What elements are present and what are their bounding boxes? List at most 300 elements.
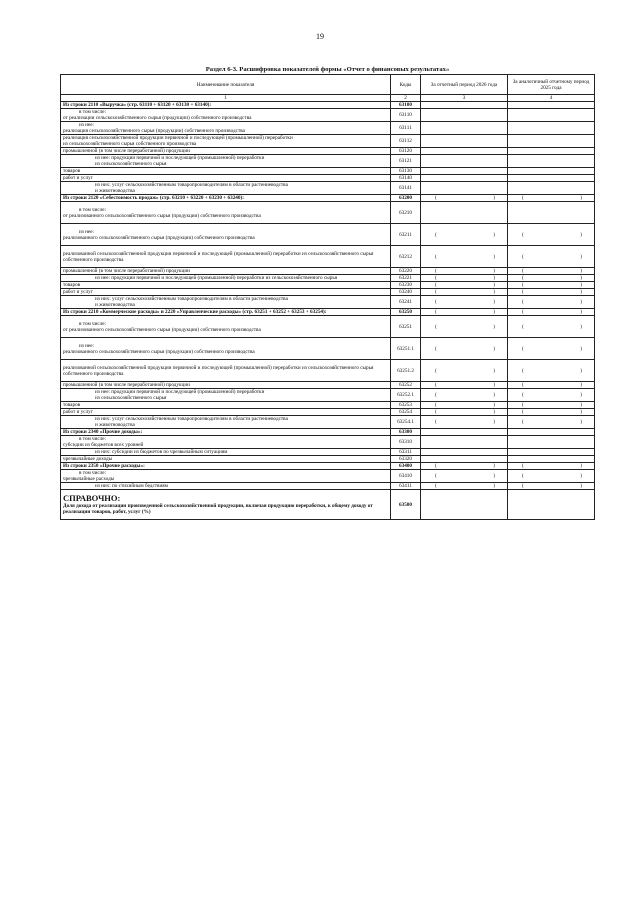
row-label: Из строки 2350 «Прочие расходы»: bbox=[63, 463, 145, 469]
value-prev bbox=[508, 182, 595, 195]
paren-open: ( bbox=[522, 367, 524, 374]
col-num-4: 4 bbox=[508, 95, 595, 102]
row-label: из них: услуг сельскохозяйственным товаропроизводителям в области растениеводства bbox=[95, 296, 288, 302]
table-row bbox=[61, 483, 595, 490]
value-current bbox=[421, 148, 508, 155]
paren-close: ) bbox=[580, 323, 582, 330]
paren-close: ) bbox=[493, 409, 495, 415]
value-current bbox=[421, 268, 508, 275]
row-code: 63253 bbox=[391, 402, 421, 409]
value-prev bbox=[508, 409, 595, 416]
table-row bbox=[61, 429, 595, 436]
value-prev bbox=[508, 436, 595, 449]
paren-open: ( bbox=[522, 299, 524, 305]
paren-open: ( bbox=[435, 289, 437, 295]
value-prev bbox=[508, 109, 595, 122]
paren-close: ) bbox=[493, 323, 495, 330]
paren-close: ) bbox=[580, 268, 582, 274]
row-suffix: из сельскохозяйственного сырья собственного производства bbox=[63, 141, 197, 147]
header-name: Наименование показателя bbox=[61, 75, 391, 95]
value-prev bbox=[508, 282, 595, 289]
row-name bbox=[61, 470, 391, 483]
paren-open: ( bbox=[435, 463, 437, 469]
paren-close: ) bbox=[580, 392, 582, 398]
row-label: из нее: продукции первичной и последующей (промышленной) переработки из сельскохозяйственного сырья bbox=[95, 275, 338, 281]
paren-close: ) bbox=[493, 195, 495, 201]
paren-open: ( bbox=[435, 402, 437, 408]
value-current bbox=[421, 202, 508, 224]
col-num-1: 1 bbox=[61, 95, 391, 102]
reference-code: 63500 bbox=[391, 490, 421, 520]
row-label: промышленной (в том числе переработанной) продукции bbox=[63, 268, 190, 274]
paren-open: ( bbox=[435, 275, 437, 281]
row-code: 63251.2 bbox=[391, 360, 421, 382]
paren-open: ( bbox=[522, 195, 524, 201]
row-code: 63252 bbox=[391, 382, 421, 389]
paren-close: ) bbox=[493, 299, 495, 305]
paren-close: ) bbox=[493, 419, 495, 425]
row-prefix: в том числе: bbox=[79, 109, 107, 115]
paren-close: ) bbox=[493, 483, 495, 489]
paren-open: ( bbox=[522, 483, 524, 489]
row-code: 63211 bbox=[391, 224, 421, 246]
paren-close: ) bbox=[580, 282, 582, 288]
row-code: 63300 bbox=[391, 429, 421, 436]
table-row bbox=[61, 449, 595, 456]
value-prev bbox=[508, 316, 595, 338]
col-num-2: 2 bbox=[391, 95, 421, 102]
table-row bbox=[61, 202, 595, 224]
reference-row bbox=[61, 490, 595, 520]
paren-close: ) bbox=[580, 409, 582, 415]
row-name bbox=[61, 202, 391, 224]
row-label: из них: по стихийным бедствиям bbox=[95, 483, 168, 489]
row-label: от реализованного сельскохозяйственного сырья (продукции) собственного производства bbox=[63, 212, 261, 219]
paren-close: ) bbox=[580, 231, 582, 238]
row-suffix: и животноводства bbox=[95, 302, 135, 308]
row-label: из них: услуг сельскохозяйственным товаропроизводителям в области растениеводства bbox=[95, 416, 288, 422]
paren-open: ( bbox=[522, 463, 524, 469]
paren-open: ( bbox=[435, 268, 437, 274]
row-code: 63251 bbox=[391, 316, 421, 338]
paren-close: ) bbox=[580, 473, 582, 479]
row-label: из них: субсидии из бюджетов по чрезвычайным ситуациям bbox=[95, 449, 228, 455]
row-code: 63254 bbox=[391, 409, 421, 416]
value-current bbox=[421, 309, 508, 316]
row-name bbox=[61, 275, 391, 282]
row-code: 63112 bbox=[391, 135, 421, 148]
value-current bbox=[421, 463, 508, 470]
row-label: из нее: продукции первичной и последующей (промышленной) переработки bbox=[95, 155, 265, 161]
table-row bbox=[61, 416, 595, 429]
paren-open: ( bbox=[522, 275, 524, 281]
row-code: 63230 bbox=[391, 282, 421, 289]
table-row bbox=[61, 224, 595, 246]
value-prev bbox=[508, 275, 595, 282]
row-code: 63252.1 bbox=[391, 389, 421, 402]
paren-open: ( bbox=[435, 367, 437, 374]
paren-open: ( bbox=[435, 323, 437, 330]
row-name bbox=[61, 429, 391, 436]
row-code: 63250 bbox=[391, 309, 421, 316]
value-prev bbox=[508, 402, 595, 409]
row-prefix: из нее: bbox=[79, 228, 94, 235]
row-label: Из строки 2110 «Выручка» (стр. 63110 + 63120 + 63130 + 63140): bbox=[63, 102, 212, 108]
row-name bbox=[61, 135, 391, 148]
row-label: товаров bbox=[63, 168, 81, 174]
row-code: 63241 bbox=[391, 296, 421, 309]
value-prev bbox=[508, 102, 595, 109]
value-current bbox=[421, 168, 508, 175]
value-prev bbox=[508, 360, 595, 382]
value-prev bbox=[508, 135, 595, 148]
row-name bbox=[61, 182, 391, 195]
row-label: реализованной сельскохозяйственной продукции первичной и последующей (промышленной) переработки из сельскохозяйственного сырья собственного производства bbox=[63, 250, 374, 263]
value-current bbox=[421, 246, 508, 268]
paren-open: ( bbox=[522, 268, 524, 274]
value-prev bbox=[508, 470, 595, 483]
value-prev bbox=[508, 296, 595, 309]
row-code: 63200 bbox=[391, 195, 421, 202]
paren-open: ( bbox=[435, 382, 437, 388]
row-prefix: из нее: bbox=[79, 122, 94, 128]
row-name bbox=[61, 168, 391, 175]
row-label: реализованного сельскохозяйственного сырья (продукции) собственного производства bbox=[63, 348, 255, 355]
table-row bbox=[61, 470, 595, 483]
value-current bbox=[421, 275, 508, 282]
row-code: 63220 bbox=[391, 268, 421, 275]
paren-open: ( bbox=[522, 282, 524, 288]
value-prev bbox=[508, 309, 595, 316]
row-label: субсидии из бюджетов всех уровней bbox=[63, 442, 144, 448]
value-current bbox=[421, 456, 508, 463]
value-current bbox=[421, 338, 508, 360]
value-current bbox=[421, 175, 508, 182]
paren-open: ( bbox=[435, 392, 437, 398]
row-label: чрезвычайные расходы bbox=[63, 476, 115, 482]
paren-close: ) bbox=[493, 463, 495, 469]
table-row bbox=[61, 195, 595, 202]
paren-close: ) bbox=[493, 309, 495, 315]
row-name bbox=[61, 282, 391, 289]
value-current bbox=[421, 155, 508, 168]
value-current bbox=[421, 109, 508, 122]
paren-close: ) bbox=[580, 345, 582, 352]
row-name bbox=[61, 436, 391, 449]
row-name bbox=[61, 102, 391, 109]
row-label: Из строки 2120 «Себестоимость продаж» (стр. 63210 + 63220 + 63230 + 63240): bbox=[63, 195, 244, 201]
paren-open: ( bbox=[522, 392, 524, 398]
row-code: 63221 bbox=[391, 275, 421, 282]
table-row bbox=[61, 436, 595, 449]
value-prev bbox=[508, 289, 595, 296]
table-row bbox=[61, 268, 595, 275]
paren-open: ( bbox=[522, 473, 524, 479]
value-current bbox=[421, 470, 508, 483]
paren-close: ) bbox=[493, 345, 495, 352]
row-code: 63141 bbox=[391, 182, 421, 195]
value-prev bbox=[508, 338, 595, 360]
table-row bbox=[61, 309, 595, 316]
row-label: реализация сельскохозяйственной продукции первичной и последующей (промышленной) переработки bbox=[63, 135, 293, 141]
section-title: Раздел 6-3. Расшифровка показателей формы «Отчет о финансовых результатах» bbox=[205, 66, 450, 73]
paren-close: ) bbox=[493, 231, 495, 238]
row-label: работ и услуг bbox=[63, 175, 93, 181]
paren-close: ) bbox=[580, 402, 582, 408]
row-prefix: в том числе: bbox=[79, 320, 107, 327]
paren-close: ) bbox=[580, 195, 582, 201]
paren-open: ( bbox=[435, 253, 437, 260]
table-row bbox=[61, 148, 595, 155]
row-label: от реализации сельскохозяйственного сырья (продукции) собственного производства bbox=[63, 115, 252, 121]
value-current bbox=[421, 282, 508, 289]
paren-close: ) bbox=[493, 282, 495, 288]
row-code: 63311 bbox=[391, 449, 421, 456]
row-code: 63110 bbox=[391, 109, 421, 122]
row-label: реализованного сельскохозяйственного сырья (продукции) собственного производства bbox=[63, 234, 255, 241]
row-label: промышленной (в том числе переработанной) продукции bbox=[63, 148, 190, 154]
reference-cell bbox=[61, 490, 391, 520]
row-label: реализация сельскохозяйственного сырья (продукции) собственного производства bbox=[63, 128, 245, 134]
value-current bbox=[421, 429, 508, 436]
value-current bbox=[421, 195, 508, 202]
row-name bbox=[61, 338, 391, 360]
paren-open: ( bbox=[522, 253, 524, 260]
table-row bbox=[61, 360, 595, 382]
paren-close: ) bbox=[580, 463, 582, 469]
table-row bbox=[61, 338, 595, 360]
row-name bbox=[61, 246, 391, 268]
table-row bbox=[61, 275, 595, 282]
row-label: чрезвычайные доходы bbox=[63, 456, 113, 462]
row-suffix: и животноводства bbox=[95, 188, 135, 194]
paren-close: ) bbox=[493, 392, 495, 398]
table-row bbox=[61, 246, 595, 268]
paren-close: ) bbox=[580, 419, 582, 425]
row-name bbox=[61, 109, 391, 122]
row-label: от реализованного сельскохозяйственного сырья (продукции) собственного производства bbox=[63, 326, 261, 333]
col-num-3: 3 bbox=[421, 95, 508, 102]
value-prev bbox=[508, 268, 595, 275]
paren-open: ( bbox=[522, 419, 524, 425]
row-name bbox=[61, 483, 391, 490]
value-current bbox=[421, 409, 508, 416]
row-name bbox=[61, 360, 391, 382]
paren-close: ) bbox=[493, 253, 495, 260]
value-prev bbox=[508, 456, 595, 463]
row-label: работ и услуг bbox=[63, 289, 93, 295]
paren-close: ) bbox=[580, 382, 582, 388]
paren-open: ( bbox=[435, 483, 437, 489]
row-name bbox=[61, 296, 391, 309]
row-name bbox=[61, 389, 391, 402]
value-prev bbox=[508, 202, 595, 224]
row-label: из нее: продукции первичной и последующей (промышленной) переработки bbox=[95, 389, 265, 395]
paren-open: ( bbox=[435, 345, 437, 352]
table-row bbox=[61, 382, 595, 389]
value-prev bbox=[508, 122, 595, 135]
paren-close: ) bbox=[493, 289, 495, 295]
row-code: 63210 bbox=[391, 202, 421, 224]
value-prev bbox=[508, 195, 595, 202]
table-row bbox=[61, 175, 595, 182]
paren-open: ( bbox=[522, 409, 524, 415]
paren-close: ) bbox=[493, 382, 495, 388]
paren-open: ( bbox=[435, 309, 437, 315]
row-code: 63100 bbox=[391, 102, 421, 109]
reference-value-current bbox=[421, 490, 508, 520]
row-prefix: в том числе: bbox=[79, 470, 107, 476]
row-code: 63111 bbox=[391, 122, 421, 135]
financial-results-table bbox=[60, 74, 595, 520]
row-name bbox=[61, 268, 391, 275]
paren-close: ) bbox=[493, 367, 495, 374]
row-code: 63120 bbox=[391, 148, 421, 155]
value-prev bbox=[508, 449, 595, 456]
row-code: 63212 bbox=[391, 246, 421, 268]
paren-close: ) bbox=[580, 309, 582, 315]
paren-open: ( bbox=[435, 419, 437, 425]
header-period-prev: За аналогичный отчетному период 2025 года bbox=[508, 75, 595, 95]
paren-open: ( bbox=[435, 282, 437, 288]
row-label: из них: услуг сельскохозяйственным товаропроизводителям в области растениеводства bbox=[95, 182, 288, 188]
row-name bbox=[61, 195, 391, 202]
value-prev bbox=[508, 224, 595, 246]
row-code: 63400 bbox=[391, 463, 421, 470]
value-current bbox=[421, 416, 508, 429]
value-current bbox=[421, 436, 508, 449]
header-period-current: За отчетный период 2026 года bbox=[421, 75, 508, 95]
table-row bbox=[61, 463, 595, 470]
value-current bbox=[421, 296, 508, 309]
table-row bbox=[61, 409, 595, 416]
paren-open: ( bbox=[435, 473, 437, 479]
row-code: 63310 bbox=[391, 436, 421, 449]
paren-close: ) bbox=[580, 289, 582, 295]
paren-close: ) bbox=[580, 483, 582, 489]
row-name bbox=[61, 122, 391, 135]
row-code: 63130 bbox=[391, 168, 421, 175]
table-row bbox=[61, 155, 595, 168]
row-name bbox=[61, 175, 391, 182]
row-code: 63251.1 bbox=[391, 338, 421, 360]
value-current bbox=[421, 122, 508, 135]
table-body bbox=[61, 102, 595, 490]
value-prev bbox=[508, 416, 595, 429]
row-label: промышленной (в том числе переработанной) продукции bbox=[63, 382, 190, 388]
header-code: Коды bbox=[391, 75, 421, 95]
row-prefix: в том числе: bbox=[79, 436, 107, 442]
paren-open: ( bbox=[435, 231, 437, 238]
table-row bbox=[61, 456, 595, 463]
row-label: работ и услуг bbox=[63, 409, 93, 415]
row-name bbox=[61, 409, 391, 416]
row-label: Из строки 2210 «Коммерческие расходы» и 2220 «Управленческие расходы» (стр. 63251 + 63252 + 63253 + 63254): bbox=[63, 309, 327, 315]
row-suffix: из сельскохозяйственного сырья bbox=[95, 395, 167, 401]
table-row bbox=[61, 402, 595, 409]
paren-open: ( bbox=[522, 231, 524, 238]
paren-open: ( bbox=[435, 409, 437, 415]
value-current bbox=[421, 389, 508, 402]
row-label: Из строки 2340 «Прочие доходы»: bbox=[63, 429, 143, 435]
row-name bbox=[61, 316, 391, 338]
paren-open: ( bbox=[435, 195, 437, 201]
row-prefix: из нее: bbox=[79, 342, 94, 349]
row-label: товаров bbox=[63, 282, 81, 288]
row-name bbox=[61, 382, 391, 389]
value-prev bbox=[508, 175, 595, 182]
reference-heading: СПРАВОЧНО: bbox=[63, 493, 121, 503]
value-prev bbox=[508, 155, 595, 168]
table-row bbox=[61, 102, 595, 109]
row-name bbox=[61, 402, 391, 409]
value-prev bbox=[508, 429, 595, 436]
value-current bbox=[421, 102, 508, 109]
paren-close: ) bbox=[580, 299, 582, 305]
paren-close: ) bbox=[580, 367, 582, 374]
table-row bbox=[61, 389, 595, 402]
table-row bbox=[61, 135, 595, 148]
value-prev bbox=[508, 382, 595, 389]
row-label: реализованной сельскохозяйственной продукции первичной и последующей (промышленной) переработки из сельскохозяйственного сырья собственного производства bbox=[63, 364, 374, 377]
row-code: 63240 bbox=[391, 289, 421, 296]
row-name bbox=[61, 463, 391, 470]
row-code: 63411 bbox=[391, 483, 421, 490]
paren-close: ) bbox=[580, 275, 582, 281]
paren-close: ) bbox=[493, 275, 495, 281]
table-row bbox=[61, 182, 595, 195]
reference-text: Доля дохода от реализации произведенной сельскохозяйственной продукции, включая продукцию переработки, к общему доходу от реализации товаров, работ, услуг (%) bbox=[63, 503, 373, 515]
paren-open: ( bbox=[522, 323, 524, 330]
value-prev bbox=[508, 483, 595, 490]
value-current bbox=[421, 382, 508, 389]
table-row bbox=[61, 289, 595, 296]
row-name bbox=[61, 456, 391, 463]
value-prev bbox=[508, 246, 595, 268]
table-row bbox=[61, 296, 595, 309]
value-prev bbox=[508, 389, 595, 402]
row-name bbox=[61, 289, 391, 296]
paren-close: ) bbox=[580, 253, 582, 260]
value-current bbox=[421, 360, 508, 382]
row-name bbox=[61, 449, 391, 456]
row-code: 63410 bbox=[391, 470, 421, 483]
value-prev bbox=[508, 463, 595, 470]
paren-close: ) bbox=[493, 402, 495, 408]
row-name bbox=[61, 155, 391, 168]
table-row bbox=[61, 168, 595, 175]
row-name bbox=[61, 309, 391, 316]
value-current bbox=[421, 483, 508, 490]
paren-open: ( bbox=[522, 345, 524, 352]
row-suffix: из сельскохозяйственного сырья bbox=[95, 161, 167, 167]
table-row bbox=[61, 122, 595, 135]
row-name bbox=[61, 224, 391, 246]
row-suffix: и животноводства bbox=[95, 422, 135, 428]
value-current bbox=[421, 135, 508, 148]
paren-open: ( bbox=[435, 299, 437, 305]
table-row bbox=[61, 316, 595, 338]
value-current bbox=[421, 289, 508, 296]
value-prev bbox=[508, 168, 595, 175]
paren-open: ( bbox=[522, 309, 524, 315]
row-code: 63320 bbox=[391, 456, 421, 463]
row-label: товаров bbox=[63, 402, 81, 408]
value-current bbox=[421, 182, 508, 195]
value-prev bbox=[508, 148, 595, 155]
value-current bbox=[421, 316, 508, 338]
row-code: 63121 bbox=[391, 155, 421, 168]
